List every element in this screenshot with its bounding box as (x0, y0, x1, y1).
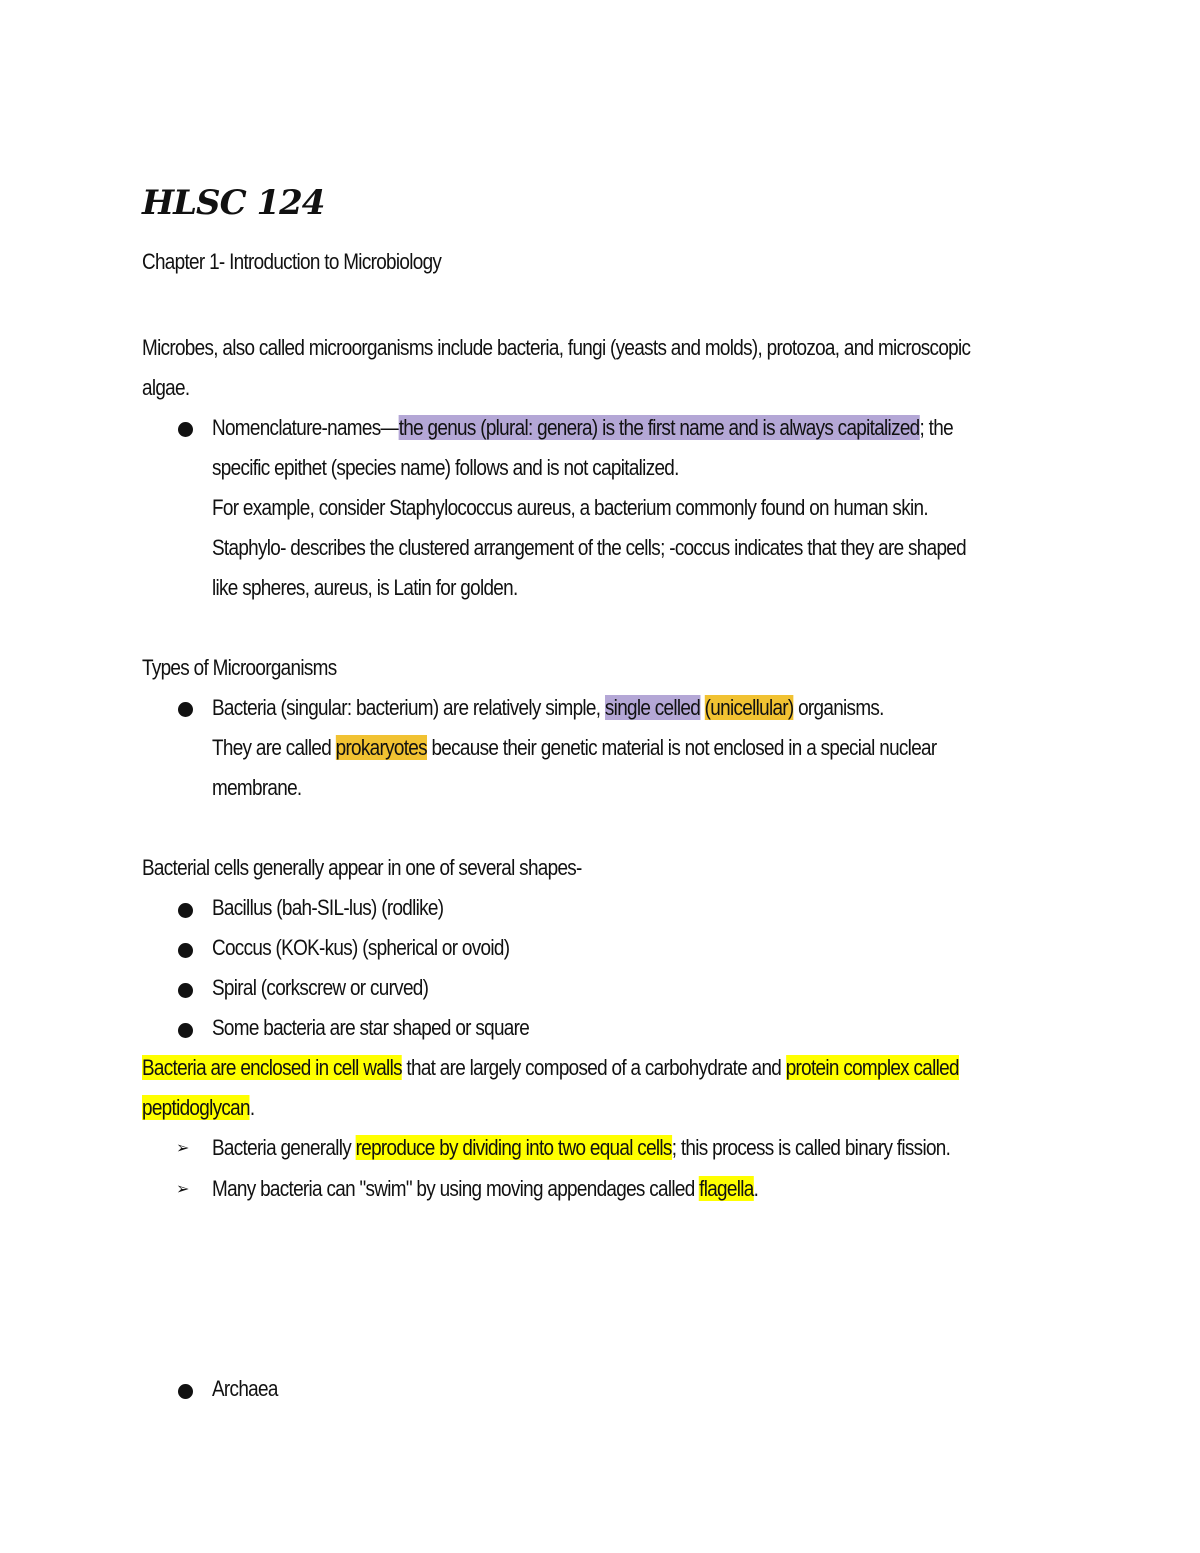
bullet-icon (178, 702, 193, 717)
highlight-yellow: Bacteria are enclosed in cell walls (142, 1055, 402, 1080)
bullet-icon (178, 983, 193, 998)
bacteria-line-2 (212, 733, 936, 763)
arrow-bullet-icon: ➢ (176, 1138, 190, 1157)
nomenclature-line-5: like spheres, aureus, is Latin for golden. (212, 575, 518, 600)
shapes-heading: Bacterial cells generally appear in one of several shapes- (142, 855, 582, 880)
highlight-orange: (unicellular) (704, 695, 794, 720)
text-segment: ; this process is called binary fission. (671, 1135, 951, 1160)
document-title: HLSC 124 (142, 183, 325, 223)
text-segment: organisms. (793, 695, 884, 720)
nomenclature-line-1 (212, 413, 953, 443)
text-segment: . (249, 1095, 255, 1120)
intro-line-2: algae. (142, 375, 190, 400)
highlight-yellow: flagella (699, 1176, 754, 1201)
highlight-yellow: reproduce by dividing into two equal cells (355, 1135, 672, 1160)
arrow-bullet-icon: ➢ (176, 1179, 190, 1198)
text-segment: ; the (919, 415, 953, 440)
bullet-icon (178, 903, 193, 918)
walls-line-2 (142, 1093, 254, 1123)
list-item: Coccus (KOK-kus) (spherical or ovoid) (212, 935, 510, 960)
highlight-yellow: protein complex called (785, 1055, 959, 1080)
highlight-purple: the genus (plural: genera) is the first name and is always capitalized (398, 415, 920, 440)
text-segment: because their genetic material is not enclosed in a special nuclear (426, 735, 937, 760)
text-segment: Bacteria (singular: bacterium) are relatively simple, (212, 695, 605, 720)
reproduce-line (212, 1133, 950, 1163)
chapter-heading: Chapter 1- Introduction to Microbiology (142, 249, 442, 274)
list-item: Some bacteria are star shaped or square (212, 1015, 530, 1040)
bacteria-line-1 (212, 693, 884, 723)
list-item: Bacillus (bah-SIL-lus) (rodlike) (212, 895, 444, 920)
highlight-orange: prokaryotes (335, 735, 427, 760)
bullet-icon (178, 943, 193, 958)
walls-line-1 (142, 1053, 959, 1083)
list-item: Spiral (corkscrew or curved) (212, 975, 429, 1000)
text-segment: Many bacteria can "swim" by using moving appendages called (212, 1176, 700, 1201)
flagella-line (212, 1174, 758, 1204)
archaea-item: Archaea (212, 1376, 278, 1401)
types-heading: Types of Microorganisms (142, 655, 337, 680)
text-segment: They are called (212, 735, 336, 760)
nomenclature-line-4: Staphylo- describes the clustered arrangement of the cells; -coccus indicates that they are shaped (212, 535, 966, 560)
text-segment: Bacteria generally (212, 1135, 356, 1160)
bullet-icon (178, 1023, 193, 1038)
bullet-icon (178, 1384, 193, 1399)
bacteria-line-3: membrane. (212, 775, 302, 800)
nomenclature-line-2: specific epithet (species name) follows and is not capitalized. (212, 455, 679, 480)
text-segment: . (753, 1176, 759, 1201)
nomenclature-line-3: For example, consider Staphylococcus aureus, a bacterium commonly found on human skin. (212, 495, 928, 520)
highlight-purple: single celled (604, 695, 701, 720)
text-segment: Nomenclature-names— (212, 415, 399, 440)
highlight-yellow: peptidoglycan (142, 1095, 250, 1120)
intro-line-1: Microbes, also called microorganisms include bacteria, fungi (yeasts and molds), protozoa, and microscopic (142, 335, 971, 360)
text-segment: that are largely composed of a carbohydrate and (401, 1055, 786, 1080)
bullet-icon (178, 422, 193, 437)
